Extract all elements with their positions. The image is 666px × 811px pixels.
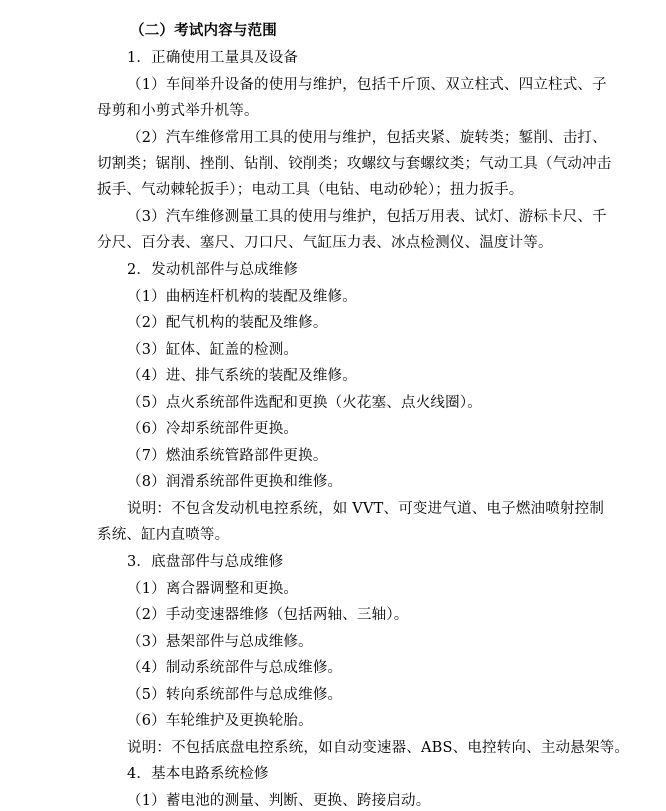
- list-item: （3）悬架部件与总成维修。: [127, 634, 313, 650]
- paragraph-line: （3）汽车维修测量工具的使用与维护，包括万用表、试灯、游标卡尺、千: [127, 209, 607, 225]
- subsection-heading-3: 3．底盘部件与总成维修: [127, 554, 284, 570]
- subsection-heading-2: 2．发动机部件与总成维修: [127, 262, 299, 278]
- paragraph-line: （2）汽车维修常用工具的使用与维护，包括夹紧、旋转类；錾削、击打、: [127, 130, 607, 146]
- paragraph-line: 母剪和小剪式举升机等。: [97, 103, 259, 119]
- list-item: （2）配气机构的装配及维修。: [127, 315, 328, 331]
- note-line: 说明：不包括底盘电控系统，如自动变速器、ABS、电控转向、主动悬架等。: [127, 740, 630, 756]
- paragraph-line: 扳手、气动棘轮扳手）；电动工具（电钻、电动砂轮）；扭力扳手。: [97, 182, 524, 198]
- list-item: （1）蓄电池的测量、判断、更换、跨接启动。: [127, 793, 431, 809]
- list-item: （3）缸体、缸盖的检测。: [127, 342, 299, 358]
- subsection-heading-4: 4．基本电路系统检修: [127, 766, 269, 782]
- paragraph-line: 切割类；锯削、挫削、钻削、铰削类；攻螺纹与套螺纹类；气动工具（气动冲击: [97, 156, 612, 172]
- list-item: （6）车轮维护及更换轮胎。: [127, 713, 313, 729]
- list-item: （1）离合器调整和更换。: [127, 581, 299, 597]
- list-item: （4）制动系统部件与总成维修。: [127, 660, 343, 676]
- subsection-heading-1: 1．正确使用工量具及设备: [127, 50, 299, 66]
- list-item: （5）点火系统部件选配和更换（火花塞、点火线圈）。: [127, 395, 482, 411]
- list-item: （6）冷却系统部件更换。: [127, 421, 299, 437]
- list-item: （5）转向系统部件与总成维修。: [127, 687, 343, 703]
- paragraph-line: 分尺、百分表、塞尺、刀口尺、气缸压力表、冰点检测仪、温度计等。: [97, 235, 553, 251]
- list-item: （7）燃油系统管路部件更换。: [127, 448, 328, 464]
- note-line: 说明：不包含发动机电控系统，如 VVT、可变进气道、电子燃油喷射控制: [127, 501, 605, 517]
- list-item: （8）润滑系统部件更换和维修。: [127, 474, 343, 490]
- paragraph-line: （1）车间举升设备的使用与维护，包括千斤顶、双立柱式、四立柱式、子: [127, 77, 607, 93]
- section-title: （二）考试内容与范围: [130, 22, 277, 39]
- note-line: 系统、缸内直喷等。: [97, 527, 230, 543]
- list-item: （2）手动变速器维修（包括两轴、三轴）。: [127, 607, 409, 623]
- list-item: （1）曲柄连杆机构的装配及维修。: [127, 289, 357, 305]
- list-item: （4）进、排气系统的装配及维修。: [127, 368, 357, 384]
